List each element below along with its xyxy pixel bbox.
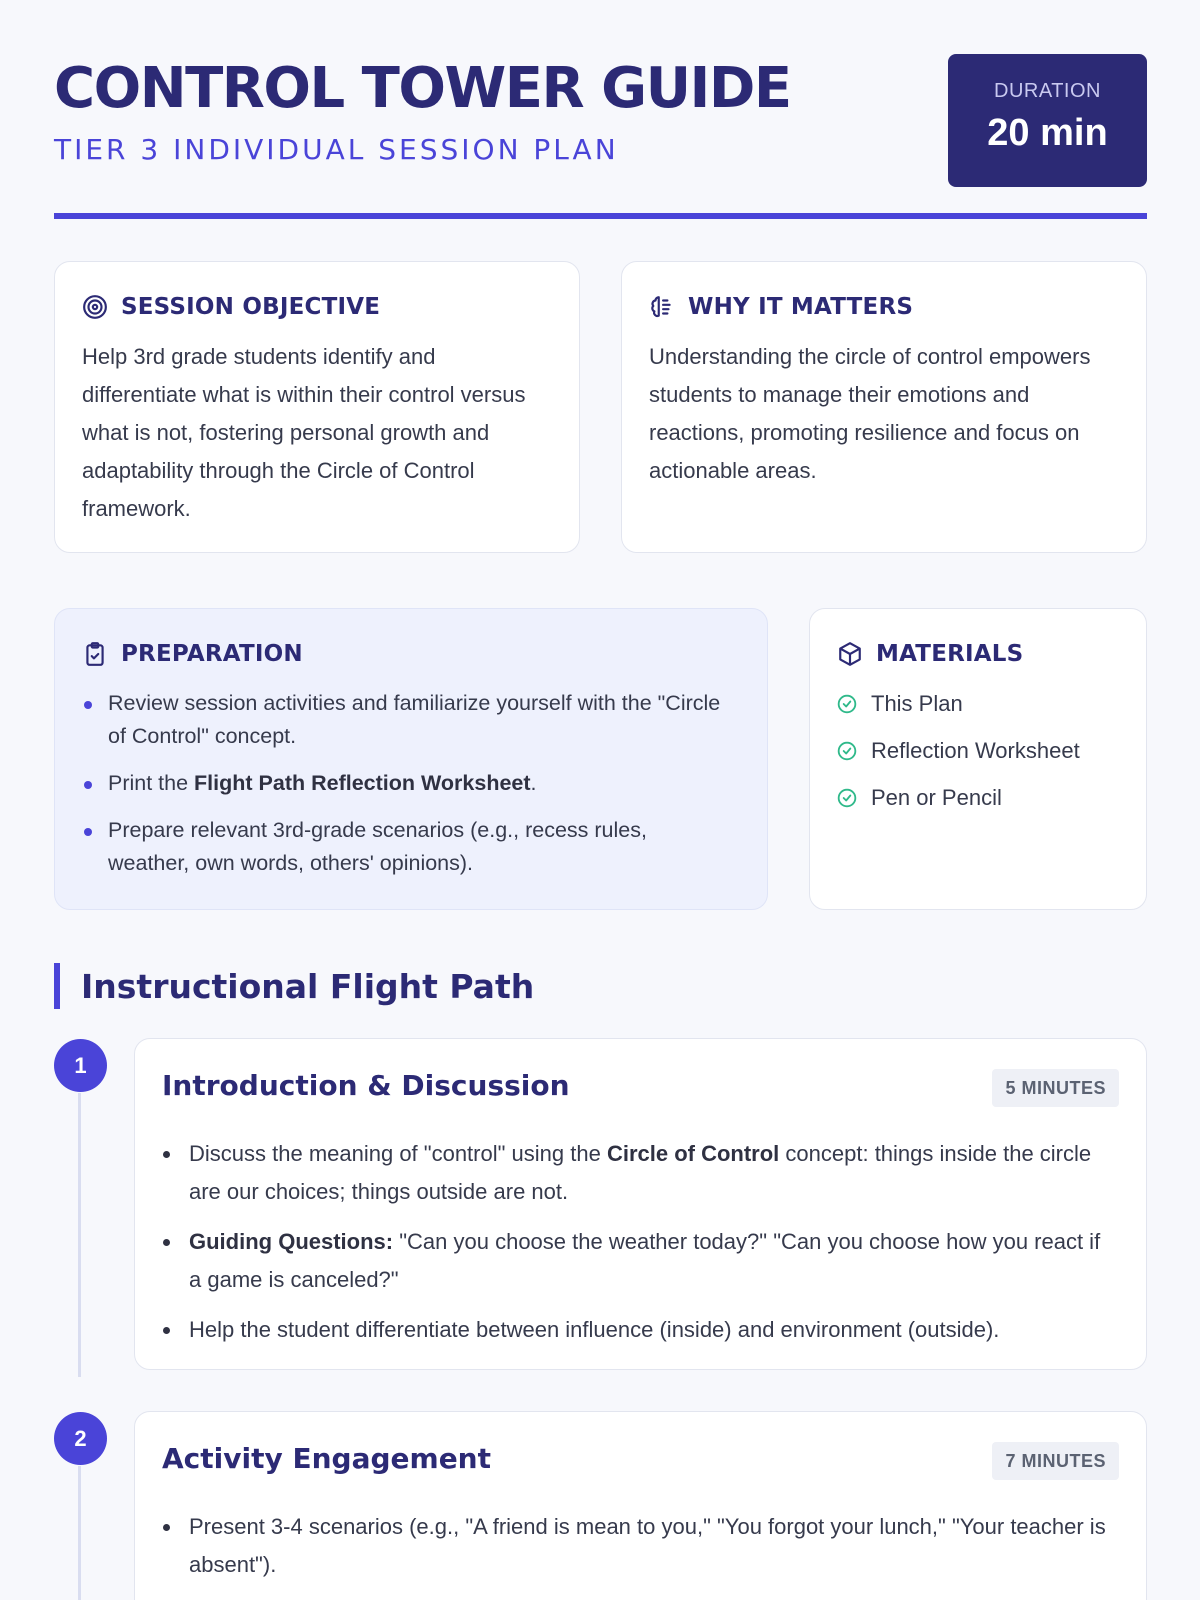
preparation-list xyxy=(82,687,727,894)
page-title: CONTROL TOWER GUIDE xyxy=(54,56,791,121)
materials-list xyxy=(837,687,1126,828)
step-text: Help the student differentiate between influence (inside) and environment (outside). xyxy=(189,1317,1000,1342)
duration-badge xyxy=(948,54,1147,187)
material-label: Pen or Pencil xyxy=(871,785,1002,810)
check-circle-icon xyxy=(837,788,857,808)
objective-header xyxy=(82,292,380,322)
list-item xyxy=(162,1135,1116,1211)
brain-icon xyxy=(649,294,675,320)
prep-item-text: . xyxy=(530,771,537,795)
page-subtitle: TIER 3 INDIVIDUAL SESSION PLAN xyxy=(54,133,619,166)
step-title: Activity Engagement xyxy=(162,1442,491,1475)
list-item xyxy=(82,767,727,800)
list-item xyxy=(837,687,1126,720)
step-title: Introduction & Discussion xyxy=(162,1069,570,1102)
clipboard-check-icon xyxy=(82,641,108,667)
section-title: Instructional Flight Path xyxy=(81,967,535,1006)
step-bold-text: Circle of Control xyxy=(606,1141,780,1166)
prep-item-text: Prepare relevant 3rd-grade scenarios (e.g., recess rules, weather, own words, others' opinions). xyxy=(108,818,647,875)
timeline-connector xyxy=(78,1093,81,1377)
materials-card xyxy=(809,608,1147,910)
list-item xyxy=(162,1311,1116,1349)
section-accent-bar xyxy=(54,963,60,1009)
step-bullets xyxy=(162,1135,1116,1361)
step-card xyxy=(134,1411,1147,1600)
materials-header xyxy=(837,639,1023,669)
duration-label: DURATION xyxy=(994,80,1101,102)
step-bullets xyxy=(162,1508,1116,1596)
list-item xyxy=(837,734,1126,767)
check-circle-icon xyxy=(837,694,857,714)
objective-card xyxy=(54,261,580,553)
objective-title: SESSION OBJECTIVE xyxy=(121,294,381,320)
step-duration-badge: 7 MINUTES xyxy=(992,1442,1119,1480)
list-item xyxy=(837,781,1126,814)
step-bold-text: Guiding Questions: xyxy=(189,1229,394,1254)
materials-title: MATERIALS xyxy=(876,641,1024,667)
target-icon xyxy=(82,294,108,320)
header-divider xyxy=(54,213,1147,219)
preparation-header xyxy=(82,639,303,669)
list-item xyxy=(82,814,727,880)
list-item xyxy=(162,1508,1116,1584)
step-duration-badge: 5 MINUTES xyxy=(992,1069,1119,1107)
header xyxy=(54,52,1147,188)
check-circle-icon xyxy=(837,741,857,761)
step-card xyxy=(134,1038,1147,1370)
prep-item-text: Review session activities and familiarize yourself with the "Circle of Control" concept. xyxy=(108,691,721,748)
step-number: 1 xyxy=(54,1039,107,1092)
why-header xyxy=(649,292,913,322)
preparation-card xyxy=(54,608,768,910)
why-text: Understanding the circle of control empowers students to manage their emotions and reactions, promoting resilience and focus on actionable areas. xyxy=(649,344,1091,483)
why-card xyxy=(621,261,1147,553)
timeline-connector xyxy=(78,1466,81,1600)
box-icon xyxy=(837,641,863,667)
prep-item-text: Print the xyxy=(108,771,195,795)
objective-text: Help 3rd grade students identify and differentiate what is within their control versus what is not, fostering personal growth and adaptability through the Circle of Control framework. xyxy=(82,344,526,521)
material-label: Reflection Worksheet xyxy=(871,738,1080,763)
preparation-title: PREPARATION xyxy=(121,641,303,667)
step-text: Present 3-4 scenarios (e.g., "A friend is mean to you," "You forgot your lunch," "Your teacher is absent"). xyxy=(189,1514,1106,1577)
step-text: concept: things inside the circle are our choices; things outside are not. xyxy=(189,1141,1092,1204)
worksheet-name: Flight Path Reflection Worksheet xyxy=(194,771,531,795)
why-title: WHY IT MATTERS xyxy=(688,294,914,320)
step-text: "Can you choose the weather today?" "Can you choose how you react if a game is canceled?" xyxy=(189,1229,1101,1292)
duration-value: 20 min xyxy=(987,112,1108,154)
step-text: Discuss the meaning of "control" using the xyxy=(189,1141,607,1166)
step-number: 2 xyxy=(54,1412,107,1465)
material-label: This Plan xyxy=(871,691,963,716)
list-item xyxy=(162,1223,1116,1299)
list-item xyxy=(82,687,727,753)
